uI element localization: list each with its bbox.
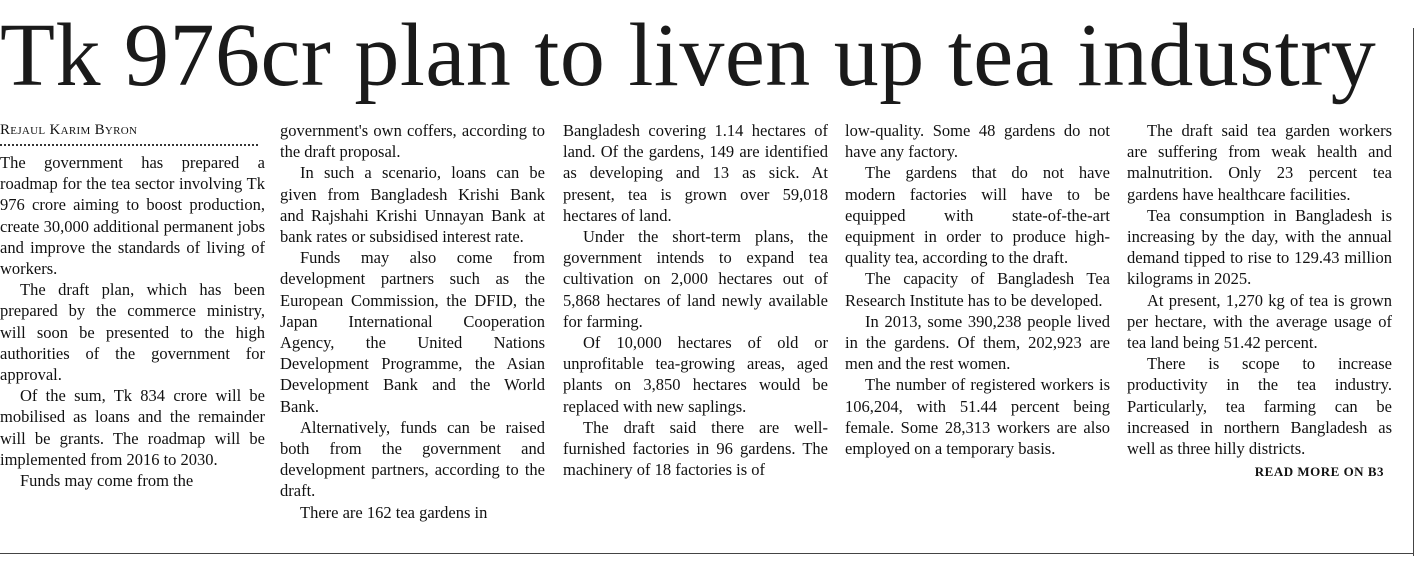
paragraph: The capacity of Bangladesh Tea Research Institute has to be developed.: [845, 269, 1110, 310]
paragraph: The draft said tea garden workers are suffering from weak health and malnutrition. Only 23 percent tea gardens have healthcare facilities.: [1127, 121, 1392, 204]
paragraph: Of 10,000 hectares of old or unprofitable tea-growing areas, aged plants on 3,850 hectares would be replaced with new saplings.: [563, 333, 828, 416]
bottom-rule: [0, 553, 1414, 554]
article-column-1: [0, 120, 265, 491]
column-rule: [1413, 28, 1414, 556]
paragraph: government's own coffers, according to the draft proposal.: [280, 121, 545, 162]
paragraph: The gardens that do not have modern factories will have to be equipped with state-of-the-art equipment in order to produce high-quality tea, according to the draft.: [845, 163, 1110, 268]
article-column-2: [280, 120, 545, 523]
paragraph: The draft said there are well-furnished factories in 96 gardens. The machinery of 18 factories is of: [563, 417, 828, 480]
article-column-4: [845, 120, 1110, 459]
paragraph: In such a scenario, loans can be given from Bangladesh Krishi Bank and Rajshahi Krishi Unnayan Bank at bank rates or subsidised interest rate.: [280, 163, 545, 247]
paragraph: At present, 1,270 kg of tea is grown per hectare, with the average usage of tea land being 51.42 percent.: [1127, 290, 1392, 353]
paragraph: The government has prepared a roadmap for the tea sector involving Tk 976 crore aiming to boost production, create 30,000 additional permanent jobs and improve the standards of living of workers.: [0, 153, 265, 279]
paragraph: Under the short-term plans, the government intends to expand tea cultivation on 2,000 hectares out of 5,868 hectares of land newly available for farming.: [563, 227, 828, 331]
paragraph: low-quality. Some 48 gardens do not have any factory.: [845, 121, 1110, 162]
headline: Tk 976cr plan to liven up tea industry: [0, 6, 1377, 105]
article-column-5: [1127, 120, 1392, 482]
read-more-link[interactable]: READ MORE ON B3: [1254, 464, 1384, 480]
byline: Rejaul Karim Byron: [0, 122, 138, 138]
paragraph: There is scope to increase productivity in the tea industry. Particularly, tea farming can be increased in northern Bangladesh as well as three hilly districts.: [1127, 354, 1392, 459]
byline-divider: [0, 144, 258, 146]
paragraph: Funds may also come from development partners such as the European Commission, the DFID, the Japan International Cooperation Agency, the United Nations Development Programme, the Asian Development Bank and the World Bank.: [280, 248, 545, 416]
paragraph: The number of registered workers is 106,204, with 51.44 percent being female. Some 28,313 workers are also employed on a temporary basis.: [845, 375, 1110, 459]
paragraph: In 2013, some 390,238 people lived in the gardens. Of them, 202,923 are men and the rest women.: [845, 311, 1110, 374]
paragraph: Funds may come from the: [20, 471, 194, 491]
paragraph: Tea consumption in Bangladesh is increasing by the day, with the annual demand tipped to rise to 129.43 million kilograms in 2025.: [1127, 205, 1392, 289]
paragraph: Of the sum, Tk 834 crore will be mobilised as loans and the remainder will be grants. The roadmap will be implemented from 2016 to 2030.: [0, 386, 265, 469]
paragraph: Bangladesh covering 1.14 hectares of land. Of the gardens, 149 are identified as developing and 13 as sick. At present, tea is grown over 59,018 hectares of land.: [563, 121, 828, 225]
article-column-3: [563, 120, 828, 480]
paragraph: There are 162 tea gardens in: [300, 502, 488, 522]
paragraph: The draft plan, which has been prepared by the commerce ministry, will soon be presented to the high authorities of the government for approval.: [0, 280, 265, 385]
paragraph: Alternatively, funds can be raised both from the government and development partners, according to the draft.: [280, 417, 545, 501]
